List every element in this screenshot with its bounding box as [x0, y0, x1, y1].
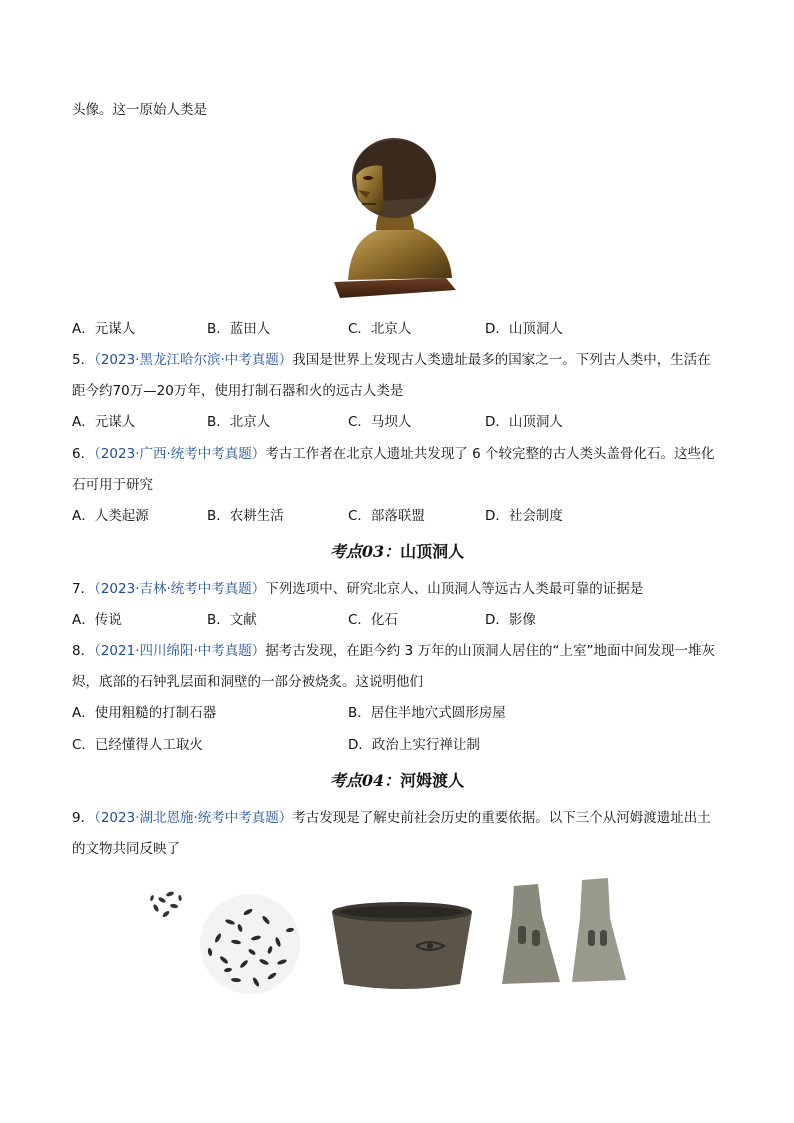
q6-stem-line2: 石可用于研究	[72, 477, 153, 493]
q4-option-b: B．蓝田人	[207, 321, 271, 337]
q8-stem-text: 据考古发现，在距今约 3 万年的山顶洞人居住的“上室”地面中间发现一堆灰	[265, 643, 715, 659]
section-04-label: 考点04：	[329, 771, 401, 790]
q6-stem-line1	[72, 444, 714, 464]
q7-option-d: D．影像	[485, 612, 536, 628]
peking-man-bust-image	[326, 132, 462, 304]
q6-number: 6．	[72, 446, 95, 462]
q4-option-c: C．北京人	[348, 321, 412, 337]
q5-stem-line1	[72, 350, 711, 370]
pottery-bowl	[332, 902, 472, 989]
q5-option-d: D．山顶洞人	[485, 414, 563, 430]
q8-option-d: D．政治上实行禅让制	[348, 737, 480, 753]
q4-option-d: D．山顶洞人	[485, 321, 563, 337]
q8-stem-line2: 烬，底部的石钟乳层面和洞壁的一部分被烧炙。这说明他们	[72, 674, 423, 690]
q8-option-b: B．居住半地穴式圆形房屋	[348, 705, 506, 721]
q5-number: 5．	[72, 352, 95, 368]
q6-stem-text: 考古工作者在北京人遗址共发现了 6 个较完整的古人类头盖骨化石。这些化	[265, 446, 715, 462]
q6-option-a: A．人类起源	[72, 508, 149, 524]
q9-stem-line1	[72, 808, 711, 828]
bone-tools	[502, 878, 626, 984]
q5-option-b: B．北京人	[207, 414, 271, 430]
hemudu-artifacts-image	[140, 872, 650, 997]
q5-stem-line2: 距今约70万—20万年，使用打制石器和火的远古人类是	[72, 383, 404, 399]
q5-option-c: C．马坝人	[348, 414, 412, 430]
q5-stem-text: 我国是世界上发现古人类遗址最多的国家之一。下列古人类中，生活在	[292, 352, 711, 368]
q8-source: （2021·四川绵阳·中考真题）	[94, 643, 266, 659]
q9-stem-text: 考古发现是了解史前社会历史的重要依据。以下三个从河姆渡遗址出土	[292, 810, 711, 826]
q7-option-c: C．化石	[348, 612, 398, 628]
q7-stem-line1	[72, 579, 643, 599]
q6-option-c: C．部落联盟	[348, 508, 425, 524]
q7-source: （2023·吉林·统考中考真题）	[94, 581, 266, 597]
q9-number: 9．	[72, 810, 95, 826]
q5-source: （2023·黑龙江哈尔滨·中考真题）	[94, 352, 293, 368]
q9-source: （2023·湖北恩施·统考中考真题）	[94, 810, 293, 826]
q5-option-a: A．元谋人	[72, 414, 136, 430]
q6-source: （2023·广西·统考中考真题）	[94, 446, 266, 462]
q6-option-b: B．农耕生活	[207, 508, 284, 524]
section-03-label: 考点03：	[329, 542, 401, 561]
q8-stem-line1	[72, 641, 715, 661]
q7-option-a: A．传说	[72, 612, 122, 628]
section-heading-04	[0, 769, 794, 793]
q7-option-b: B．文献	[207, 612, 257, 628]
section-04-title: 河姆渡人	[400, 771, 465, 790]
q8-option-c: C．已经懂得人工取火	[72, 737, 203, 753]
section-03-title: 山顶洞人	[400, 542, 465, 561]
q9-stem-line2: 的文物共同反映了	[72, 841, 180, 857]
q4-stem-tail: 头像。这一原始人类是	[72, 102, 207, 118]
q8-number: 8．	[72, 643, 95, 659]
rice-grains-small	[149, 891, 182, 918]
q7-stem-text: 下列选项中、研究北京人、山顶洞人等远古人类最可靠的证据是	[265, 581, 644, 597]
q8-option-a: A．使用粗糙的打制石器	[72, 705, 217, 721]
section-heading-03	[0, 540, 794, 564]
q6-option-d: D．社会制度	[485, 508, 563, 524]
q7-number: 7．	[72, 581, 95, 597]
q4-option-a: A．元谋人	[72, 321, 136, 337]
